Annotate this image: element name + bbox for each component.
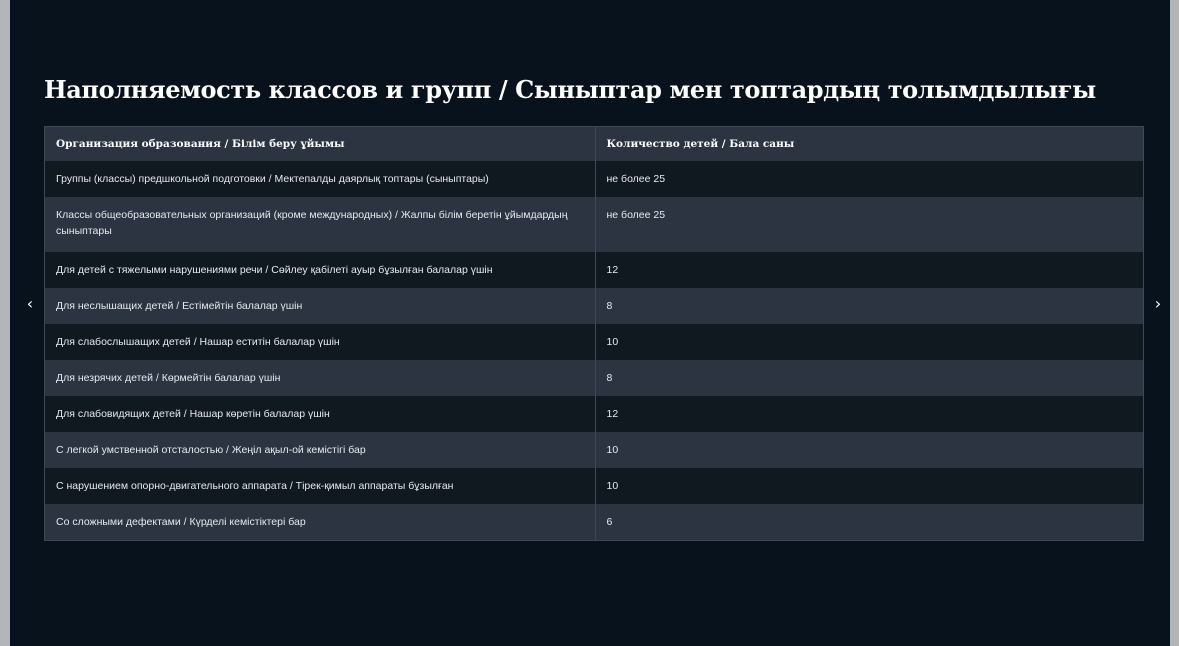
slide-frame: [10, 0, 1170, 646]
table-row: [45, 252, 1143, 288]
capacity-table: [44, 126, 1144, 541]
header-organization: Организация образования / Білім беру ұйымы: [45, 127, 595, 161]
cell-count: не более 25: [595, 197, 1143, 252]
cell-organization: Для детей с тяжелыми нарушениями речи / Сөйлеу қабілеті ауыр бұзылған балалар үшін: [45, 252, 595, 288]
table-row: [45, 161, 1143, 197]
cell-organization: Для слабовидящих детей / Нашар көретін балалар үшін: [45, 396, 595, 432]
cell-count: 10: [595, 324, 1143, 360]
cell-organization: Со сложными дефектами / Күрделі кемістіктері бар: [45, 504, 595, 540]
cell-organization: Для неслышащих детей / Естімейтін балалар үшін: [45, 288, 595, 324]
cell-organization: Группы (классы) предшкольной подготовки / Мектепалды даярлық топтары (сыныптары): [45, 161, 595, 197]
cell-organization: С нарушением опорно-двигательного аппарата / Тірек-қимыл аппараты бұзылған: [45, 468, 595, 504]
cell-organization: С легкой умственной отсталостью / Жеңіл ақыл-ой кемістігі бар: [45, 432, 595, 468]
table-row: [45, 432, 1143, 468]
table-header-row: [45, 127, 1143, 161]
chevron-right-icon[interactable]: ›: [1154, 294, 1162, 313]
cell-count: 12: [595, 252, 1143, 288]
chevron-left-icon[interactable]: ‹: [26, 294, 34, 313]
table-row: [45, 468, 1143, 504]
cell-count: 12: [595, 396, 1143, 432]
cell-count: не более 25: [595, 161, 1143, 197]
table-row: [45, 288, 1143, 324]
cell-organization: Для слабослышащих детей / Нашар еститін балалар үшін: [45, 324, 595, 360]
cell-organization: Классы общеобразовательных организаций (кроме международных) / Жалпы білім беретін ұйымдардың сыныптары: [45, 197, 595, 252]
cell-count: 8: [595, 288, 1143, 324]
cell-organization: Для незрячих детей / Көрмейтін балалар үшін: [45, 360, 595, 396]
table-row: [45, 197, 1143, 252]
cell-count: 10: [595, 468, 1143, 504]
cell-count: 10: [595, 432, 1143, 468]
cell-count: 6: [595, 504, 1143, 540]
table-row: [45, 324, 1143, 360]
page-title: Наполняемость классов и групп / Сыныптар мен топтардың толымдылығы: [44, 75, 1096, 104]
header-count: Количество детей / Бала саны: [595, 127, 1143, 161]
table-row: [45, 396, 1143, 432]
table-row: [45, 504, 1143, 540]
table-row: [45, 360, 1143, 396]
cell-count: 8: [595, 360, 1143, 396]
